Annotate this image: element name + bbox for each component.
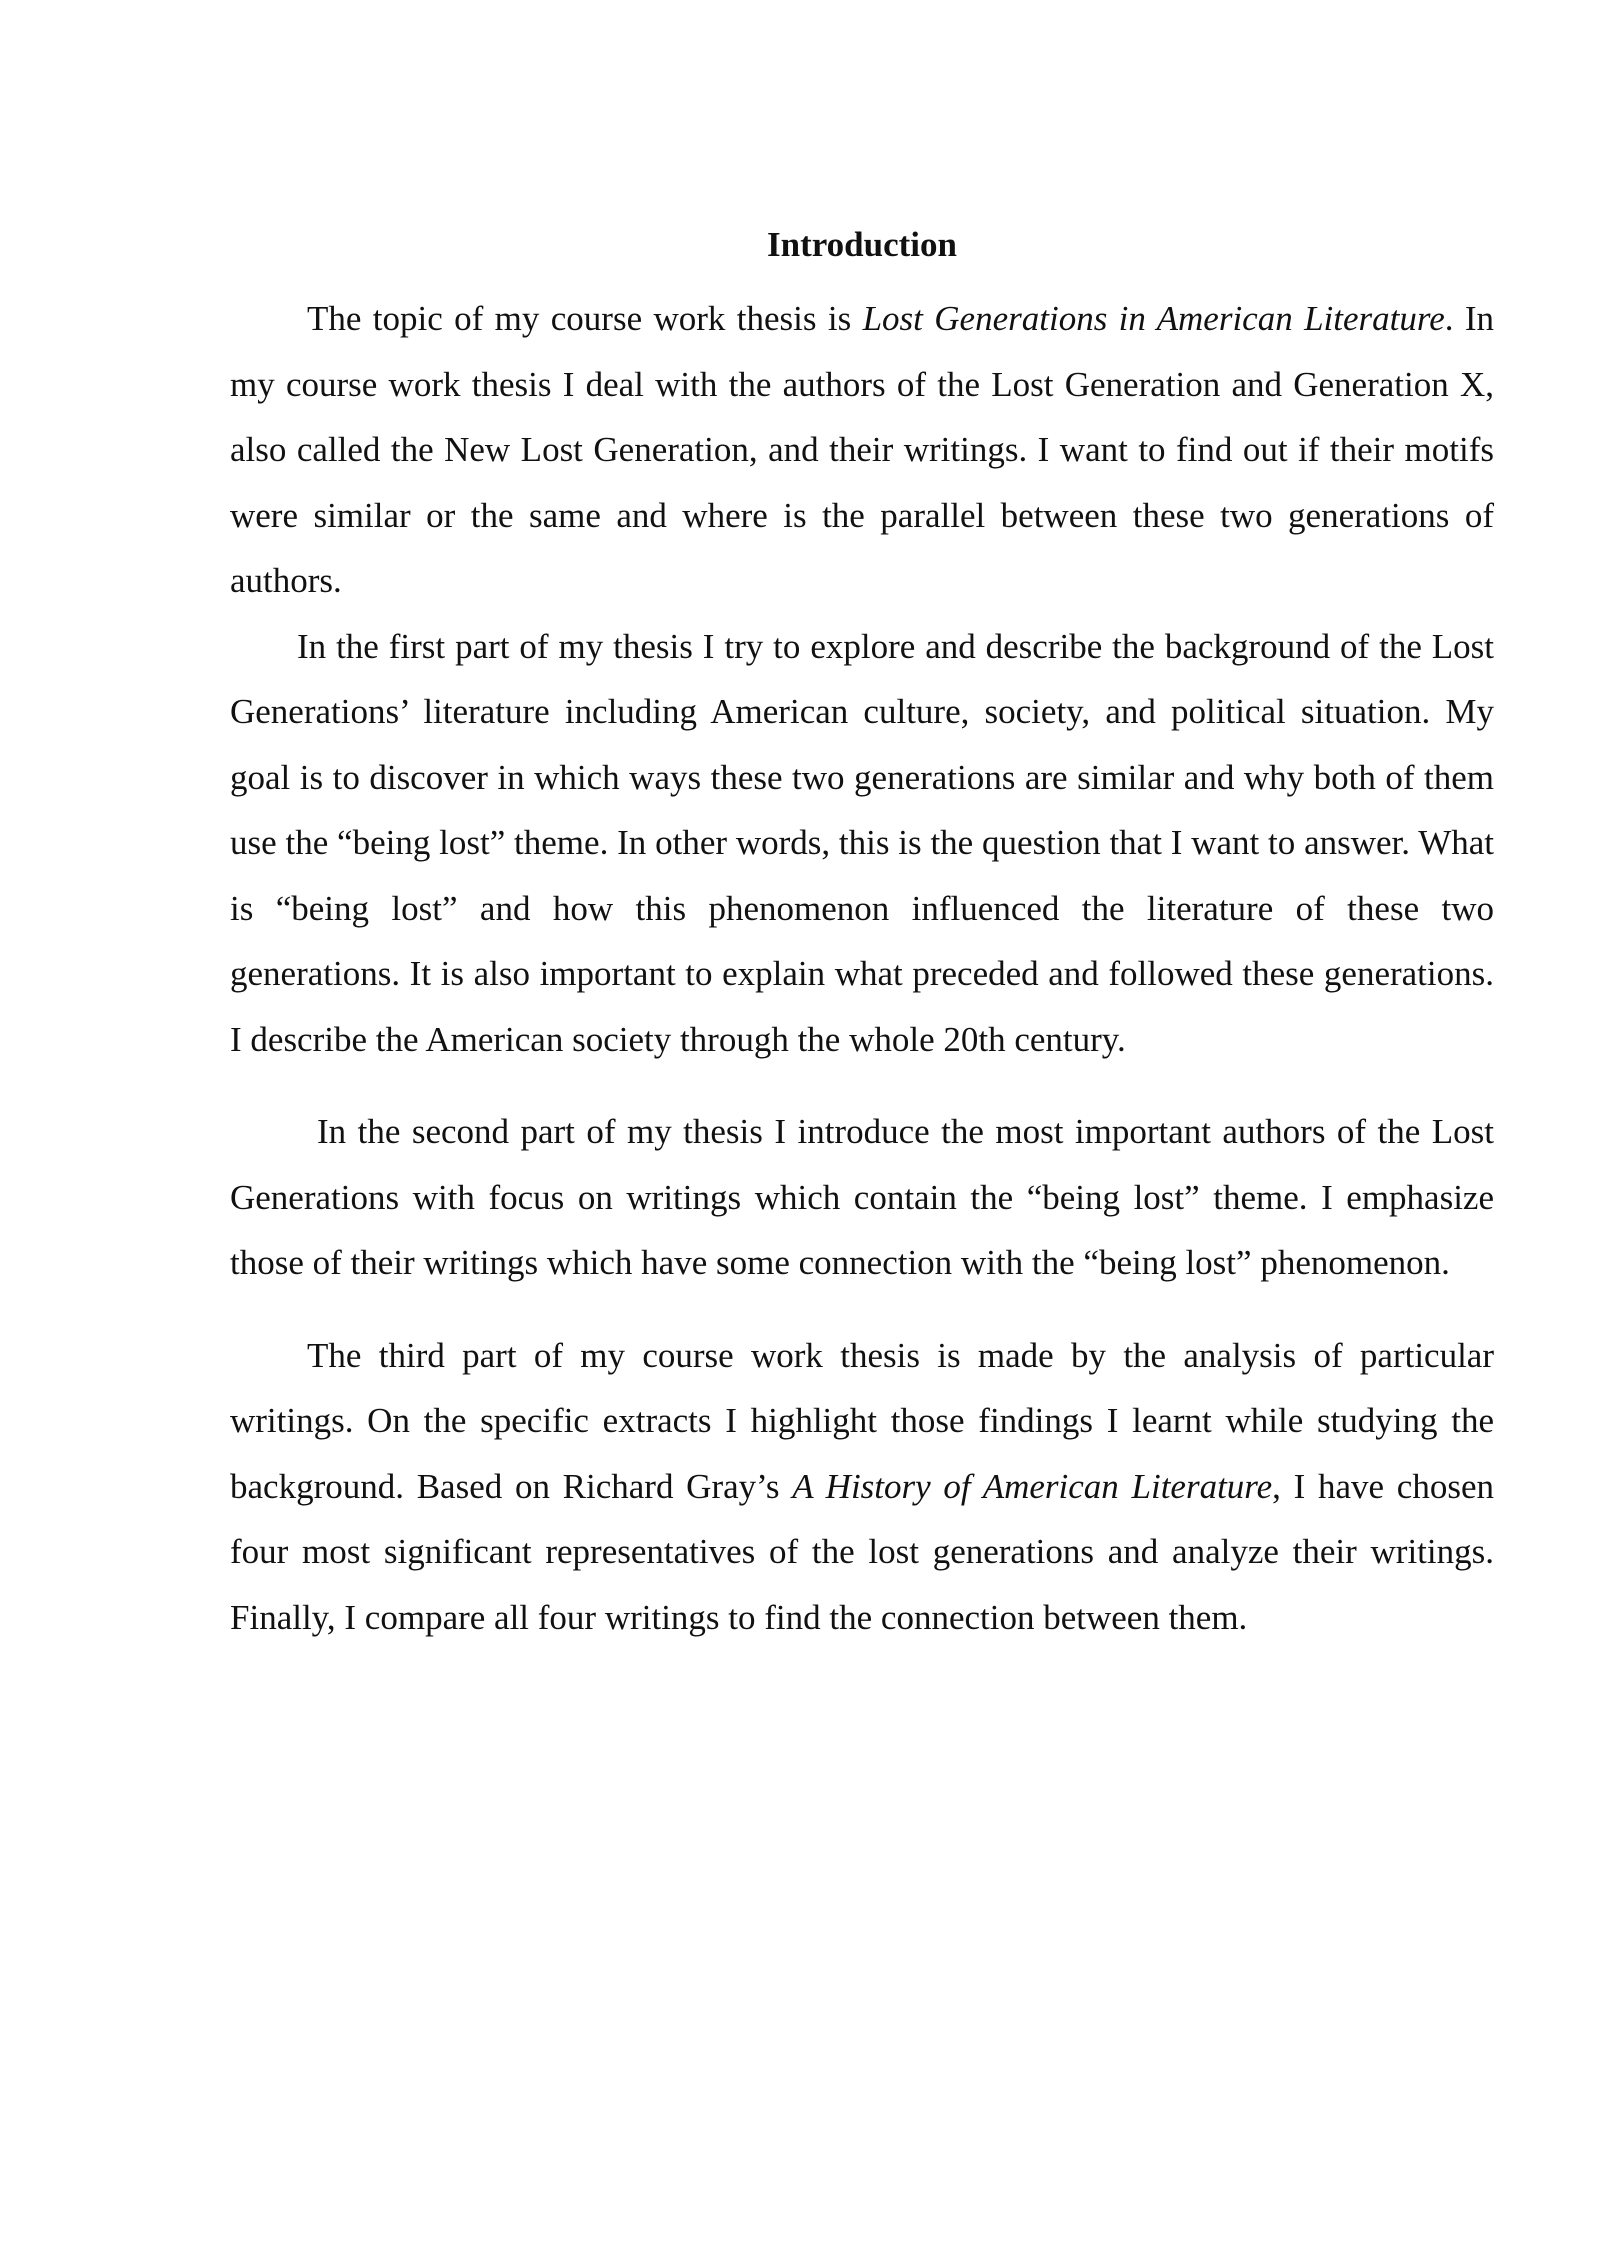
paragraph-third-part (230, 1323, 1494, 1651)
document-page (230, 222, 1494, 1650)
paragraph-second-part: In the second part of my thesis I introduce the most important authors of the Lost Generations with focus on writings which contain the “being lost” theme. I emphasize those of their writings which have some connection with the “being lost” phenomenon. (230, 1112, 1494, 1282)
page-title: Introduction (767, 225, 957, 264)
thesis-title-italic: Lost Generations in American Literature (862, 299, 1445, 338)
book-title-italic: A History of American Literature (792, 1466, 1273, 1506)
paragraph-topic (230, 286, 1494, 614)
paragraph-third-part-text-end: , I have chosen four most significant representatives of the lost generations and analyze their writings. Finally, I compare all four writings to find the connection between them. (230, 1466, 1494, 1637)
paragraph-first-part: In the first part of my thesis I try to explore and describe the background of the Lost Generations’ literature including American culture, society, and political situation. My goal is to discover in which ways these two generations are similar and why both of them use the “being lost” theme. In other words, this is the question that I want to answer. What is “being lost” and how this phenomenon influenced the literature of these two generations. It is also important to explain what preceded and followed these generations. I describe the American society through the whole 20th century. (230, 626, 1494, 1059)
paragraph-topic-text-start: The topic of my course work thesis is (307, 299, 863, 338)
paragraph-third-part-text-start: The third part of my course work thesis is made by the analysis of particular writings. On the specific extracts I highlight those findings I learnt while studying the background. Based on Richard Gray’s (230, 1335, 1494, 1506)
paragraph-topic-text-end: . In my course work thesis I deal with the authors of the Lost Generation and Generation X, also called the New Lost Generation, and their writings. I want to find out if their motifs were similar or the same and where is the parallel between these two generations of authors. (230, 299, 1495, 600)
